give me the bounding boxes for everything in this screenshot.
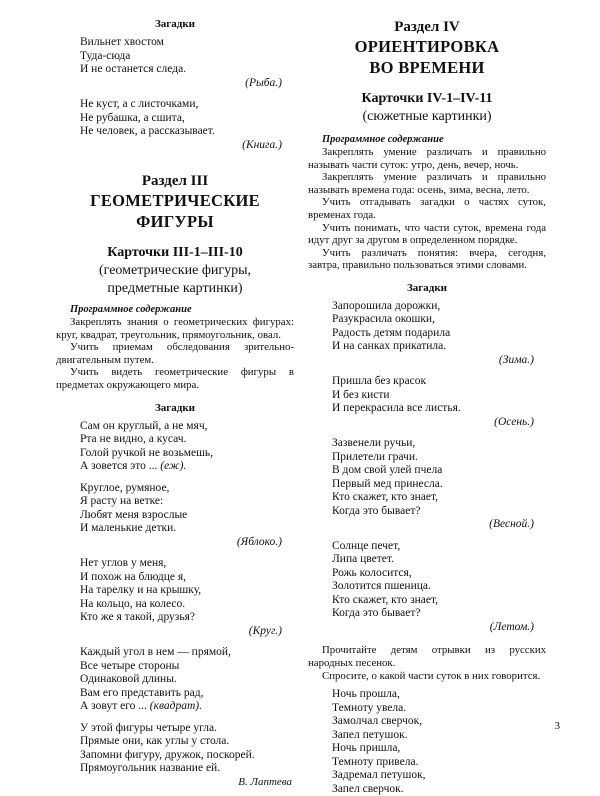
poem-line: Кто же я такой, друзья? [80, 611, 195, 624]
poem-line: Вам его представить рад, [80, 686, 204, 699]
riddles-heading: Загадки [154, 18, 196, 30]
right-column [308, 18, 546, 796]
poem-line: Первый мед принесла. [332, 477, 443, 490]
riddle-poem [308, 540, 546, 635]
section-label: Раздел IV [394, 19, 460, 35]
poem-line: У этой фигуры четыре угла. [80, 721, 218, 734]
section-title: ОРИЕНТИРОВКА [354, 37, 500, 56]
program-paragraph: Учить отгадывать загадки о частях суток, временах года. [308, 196, 546, 221]
poem-line: Все четыре стороны [80, 659, 180, 672]
riddle-poem [56, 98, 294, 152]
riddle-poem [308, 375, 546, 429]
poem-line [80, 460, 294, 474]
riddle-poem [56, 420, 294, 474]
cards-subtitle: (сюжетные картинки) [362, 109, 492, 124]
program-paragraph: Закреплять умение различать и правильно называть части суток: утро, день, вечер, ночь. [308, 146, 546, 171]
poem-line: Липа цветет. [332, 553, 394, 566]
program-paragraph: Учить различать понятия: вчера, сегодня, завтра, правильно пользоваться этими словами. [308, 246, 546, 272]
riddle-answer: (Осень.) [494, 415, 534, 428]
section-title: ГЕОМЕТРИЧЕСКИЕ [90, 191, 260, 210]
riddle-answer: (квадрат). [149, 700, 202, 713]
poem-line: Я расту на ветке: [80, 495, 164, 508]
poem-line: Прямоугольник название ей. [80, 762, 221, 775]
section-title: ФИГУРЫ [136, 212, 214, 231]
riddle-answer: (Книга.) [242, 138, 282, 151]
song-line: Ночь прошла, [332, 688, 400, 701]
poem-line: Нет углов у меня, [80, 557, 167, 570]
poem-line: Не человек, а рассказывает. [80, 125, 215, 137]
poem-line: Кто скажет, кто знает, [332, 593, 439, 606]
poem-line: И без кисти [332, 388, 390, 401]
section-label: Раздел III [141, 173, 209, 189]
riddle-poem [308, 437, 546, 532]
poem-line: Вильнет хвостом [80, 36, 164, 48]
cards-subtitle: (геометрические фигуры, [98, 263, 252, 278]
riddle-answer: (Летом.) [489, 620, 534, 633]
poem-line [80, 700, 294, 714]
poem-line: Не куст, а с листочками, [80, 98, 199, 110]
riddle-answer: (Рыба.) [245, 76, 282, 89]
poem-line: Когда это бывает? [332, 607, 421, 620]
poem-line: И маленькие детки. [80, 522, 177, 535]
cards-title: Карточки III-1–III-10 [107, 245, 243, 260]
poem-author: В. Лаптева [238, 775, 292, 788]
riddle-answer: (Яблоко.) [236, 535, 282, 548]
poem-line: Радость детям подарила [332, 326, 451, 339]
poem-line: Кто скажет, кто знает, [332, 491, 439, 504]
poem-line: Запорошила дорожки, [332, 299, 441, 312]
poem-line: Прилетели грачи. [332, 450, 418, 463]
song-line: Замолчал сверчок, [332, 715, 423, 728]
page-number: 3 [554, 720, 560, 732]
riddle-poem [56, 36, 294, 90]
riddle-poem [56, 482, 294, 550]
poem-line: Солнце печет, [332, 539, 401, 552]
poem-line: Любят меня взрослые [80, 508, 188, 521]
poem-line: Рта не видно, а кусач. [80, 433, 187, 446]
poem-line: Круглое, румяное, [80, 481, 170, 494]
riddle-poem [56, 722, 294, 776]
poem-line: Разукрасила окошки, [332, 313, 435, 326]
program-paragraph: Учить приемам обследования зрительно-двигательным путем. [56, 341, 294, 366]
song-line: Ночь пришла, [332, 742, 401, 755]
program-paragraph: Учить понимать, что части суток, времена года идут друг за другом в определенном порядке. [308, 221, 546, 247]
riddle-poem [308, 300, 546, 368]
riddle-poem [56, 557, 294, 638]
program-paragraph: Закреплять знания о геометрических фигурах: круг, квадрат, треугольник, прямоугольник, овал. [56, 316, 294, 341]
program-paragraph: Учить видеть геометрические фигуры в предметах окружающего мира. [56, 366, 294, 391]
poem-line: Не рубашка, а сшита, [80, 111, 185, 124]
poem-line: Прямые они, как углы у стола. [80, 735, 230, 748]
song-excerpt [308, 688, 546, 796]
poem-line: Когда это бывает? [332, 504, 421, 517]
poem-line: И на санках прикатила. [332, 340, 447, 353]
riddle-answer: (Круг.) [248, 624, 282, 637]
poem-line: Туда-сюда [80, 49, 131, 62]
poem-line: В дом свой улей пчела [332, 464, 443, 477]
poem-line: Сам он круглый, а не мяч, [80, 419, 208, 432]
cards-title: Карточки IV-1–IV-11 [361, 91, 493, 106]
poem-line: Золотится пшеница. [332, 580, 431, 593]
riddle-poem [56, 646, 294, 714]
left-column [56, 18, 294, 788]
poem-line-text: А зовут его ... [80, 700, 147, 713]
song-line: Запел петушок. [332, 728, 408, 741]
poem-line: На тарелку и на крышку, [80, 584, 202, 597]
song-line: Темноту привела. [332, 755, 419, 768]
poem-line: И похож на блюдце я, [80, 570, 186, 583]
riddle-answer: (еж). [160, 460, 187, 473]
instruction-paragraph: Спросите, о какой части суток в них говорится. [322, 669, 541, 682]
poem-line: И перекрасила все листья. [332, 402, 461, 415]
section-title: ВО ВРЕМЕНИ [369, 58, 485, 77]
program-heading: Программное содержание [70, 304, 192, 315]
song-line: Задремал петушок, [332, 769, 426, 782]
song-line: Запел сверчок. [332, 782, 404, 795]
poem-line: Зазвенели ручьи, [332, 437, 416, 450]
cards-subtitle: предметные картинки) [107, 281, 243, 296]
poem-line: Пришла без красок [332, 375, 427, 388]
riddles-heading: Загадки [154, 401, 196, 414]
riddles-heading: Загадки [406, 281, 448, 294]
poem-line: Запомни фигуру, дружок, поскорей. [80, 748, 255, 761]
poem-line-text: А зовется это ... [80, 460, 158, 473]
riddle-answer: (Весной.) [489, 518, 534, 531]
program-heading: Программное содержание [322, 134, 444, 145]
riddle-answer: (Зима.) [498, 353, 534, 366]
poem-line: Голой ручкой не возьмешь, [80, 446, 214, 459]
program-paragraph: Закреплять умение различать и правильно называть времена года: осень, зима, весна, лето. [308, 171, 546, 196]
poem-line: На кольцо, на колесо. [80, 597, 186, 610]
poem-line: И не останется следа. [80, 63, 187, 75]
poem-line: Каждый угол в нем — прямой, [80, 646, 231, 659]
poem-line: Рожь колосится, [332, 566, 412, 579]
song-line: Темноту увела. [332, 701, 407, 714]
instruction-paragraph: Прочитайте детям отрывки из русских народных песенок. [308, 644, 546, 670]
poem-line: Одинаковой длины. [80, 673, 177, 686]
